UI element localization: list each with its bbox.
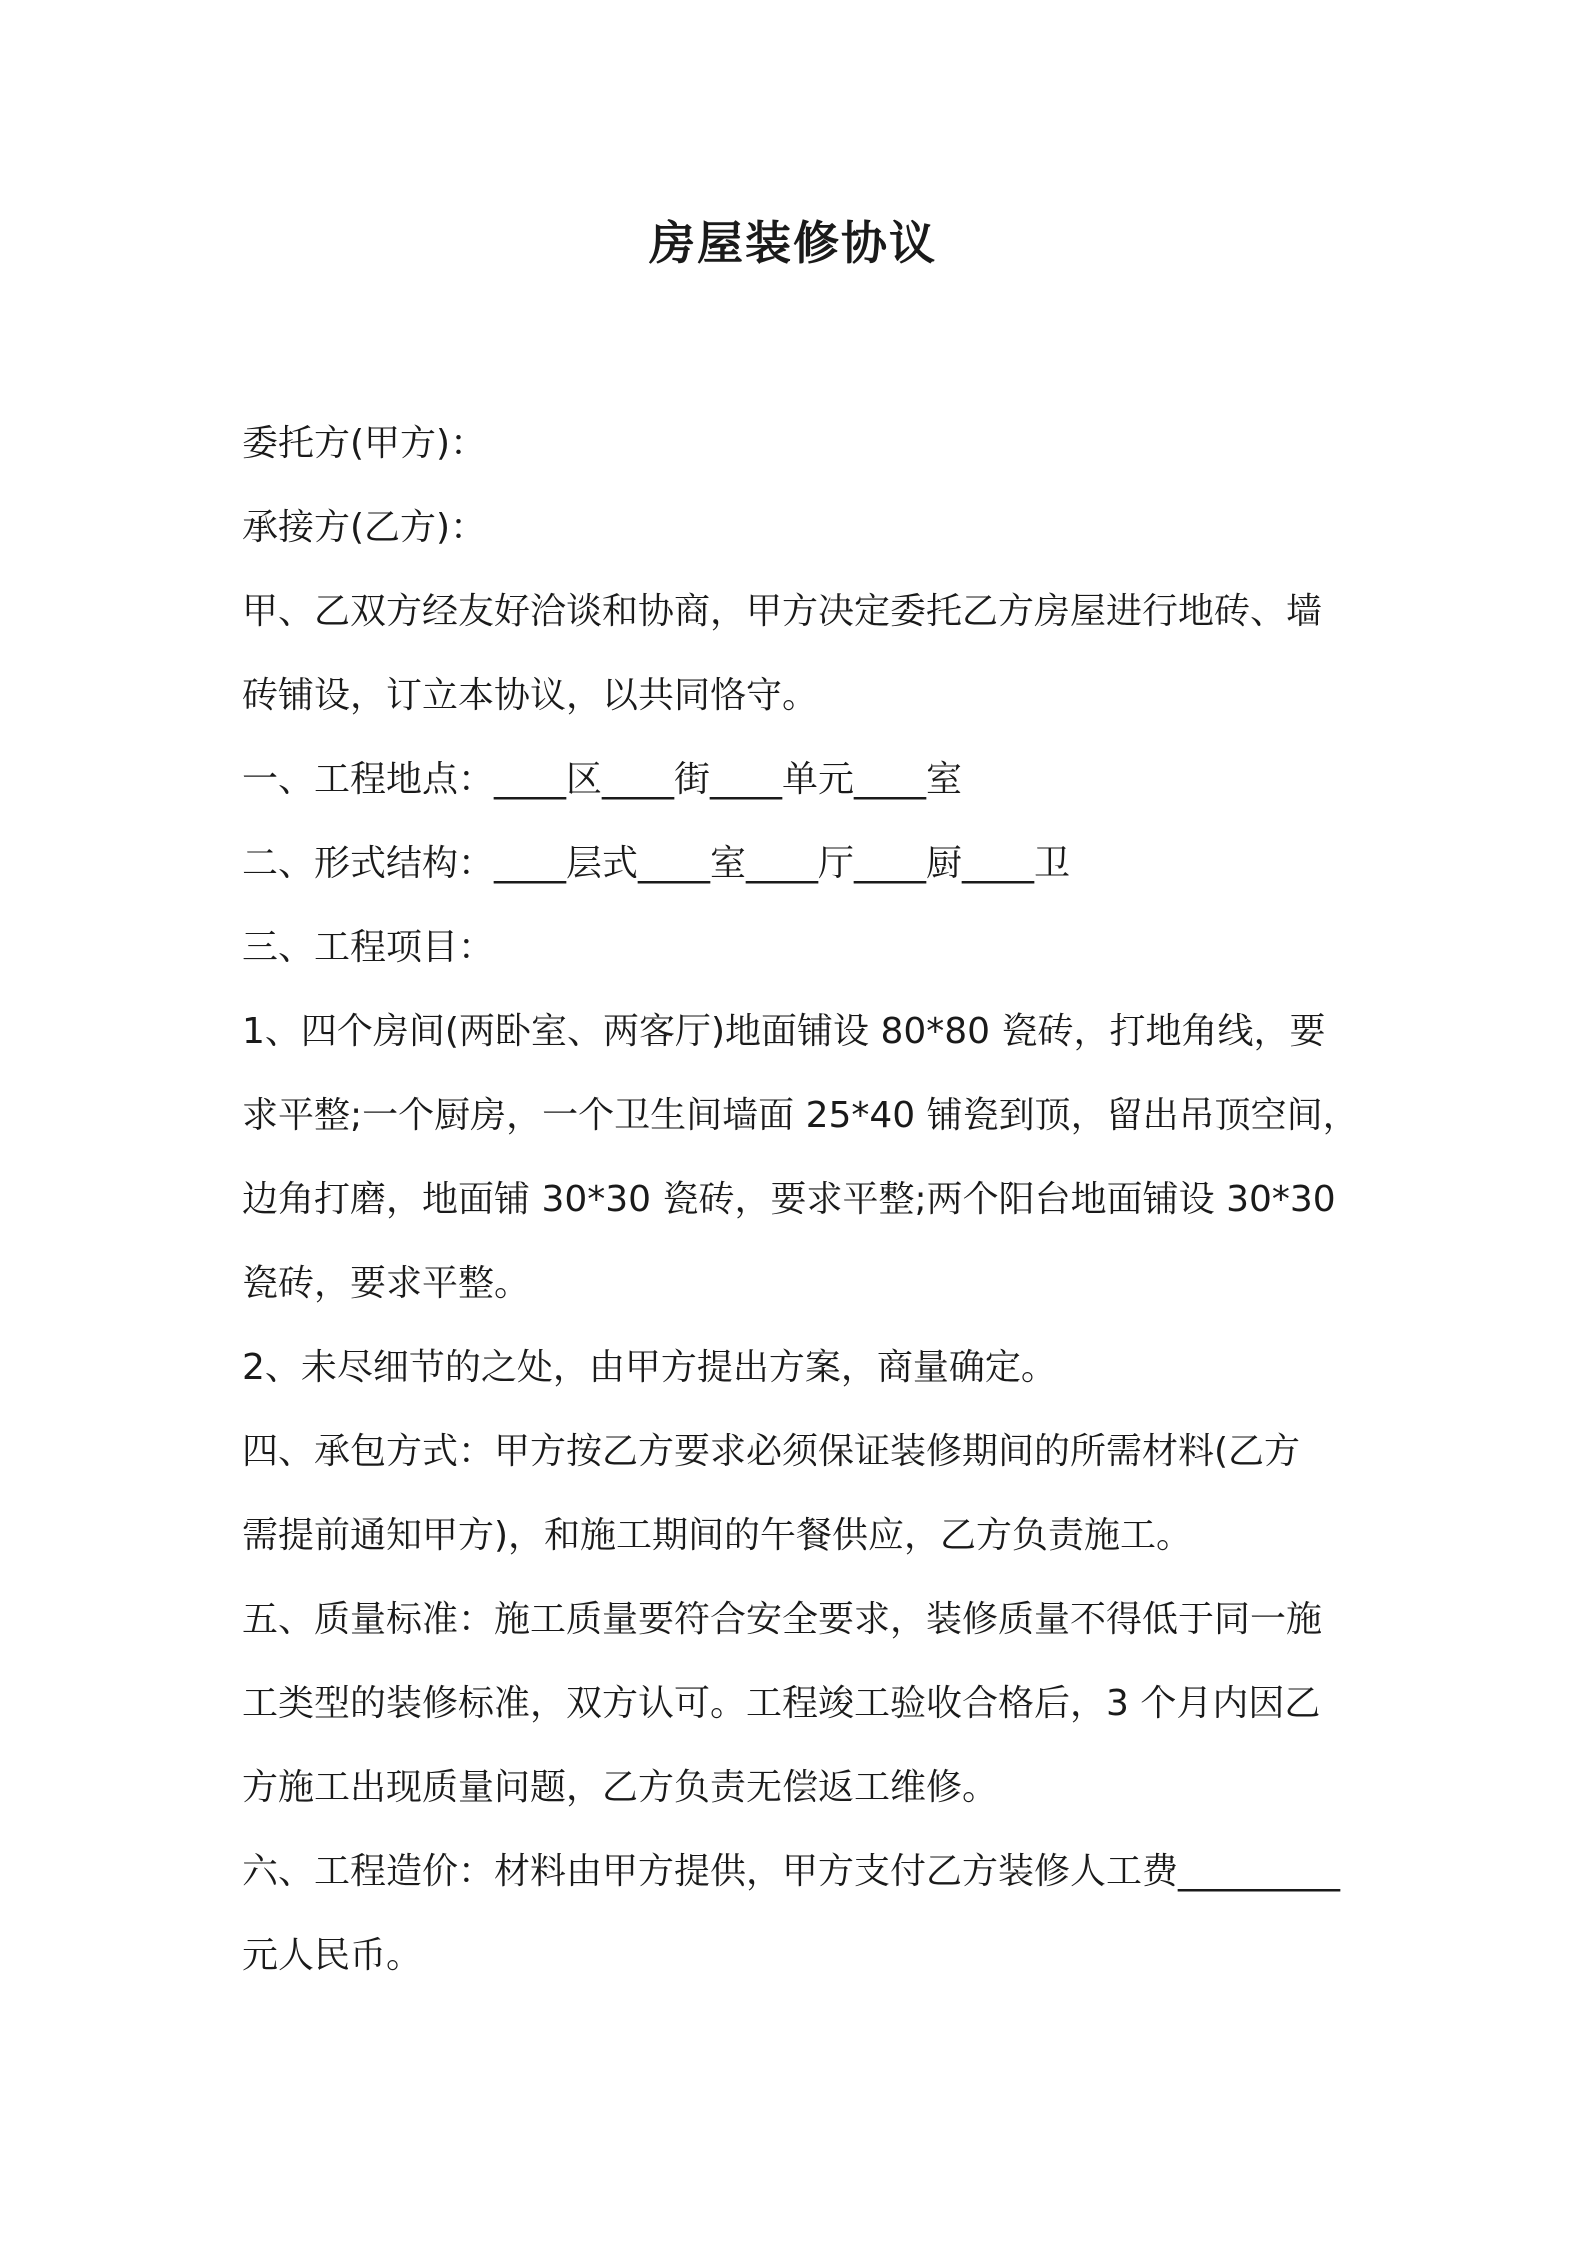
clause-quality-line-3: 方施工出现质量问题，乙方负责无偿返工维修。	[242, 1767, 999, 1808]
project-item-1-line-1: 1、四个房间(两卧室、两客厅)地面铺设 80*80 瓷砖，打地角线，要	[242, 1011, 1326, 1052]
party-b-line: 承接方(乙方)：	[242, 507, 487, 548]
project-item-1-line-4: 瓷砖，要求平整。	[242, 1263, 531, 1304]
preamble-line-2: 砖铺设，订立本协议，以共同恪守。	[242, 675, 819, 716]
clause-location: 一、工程地点：____区____街____单元____室	[242, 759, 963, 800]
clause-contract-mode-line-1: 四、承包方式：甲方按乙方要求必须保证装修期间的所需材料(乙方	[242, 1431, 1301, 1472]
project-item-1-line-2: 求平整;一个厨房，一个卫生间墙面 25*40 铺瓷到顶，留出吊顶空间，	[242, 1095, 1359, 1136]
project-item-1-line-3: 边角打磨，地面铺 30*30 瓷砖，要求平整;两个阳台地面铺设 30*30	[242, 1179, 1336, 1220]
clause-contract-mode-line-2: 需提前通知甲方)，和施工期间的午餐供应，乙方负责施工。	[242, 1515, 1193, 1556]
preamble-line-1: 甲、乙双方经友好洽谈和协商，甲方决定委托乙方房屋进行地砖、墙	[242, 591, 1323, 632]
clause-cost-line-2: 元人民币。	[242, 1935, 423, 1976]
clause-cost-line-1: 六、工程造价：材料由甲方提供，甲方支付乙方装修人工费_________	[242, 1851, 1341, 1892]
document-title: 房屋装修协议	[649, 216, 937, 270]
document-body	[242, 402, 1362, 1998]
clause-quality-line-2: 工类型的装修标准，双方认可。工程竣工验收合格后，3 个月内因乙	[242, 1683, 1321, 1724]
party-a-line: 委托方(甲方)：	[242, 423, 487, 464]
project-item-2: 2、未尽细节的之处，由甲方提出方案，商量确定。	[242, 1347, 1057, 1388]
clause-structure: 二、形式结构：____层式____室____厅____厨____卫	[242, 843, 1071, 884]
clause-quality-line-1: 五、质量标准：施工质量要符合安全要求，装修质量不得低于同一施	[242, 1599, 1323, 1640]
clause-projects-heading: 三、工程项目：	[242, 927, 495, 968]
